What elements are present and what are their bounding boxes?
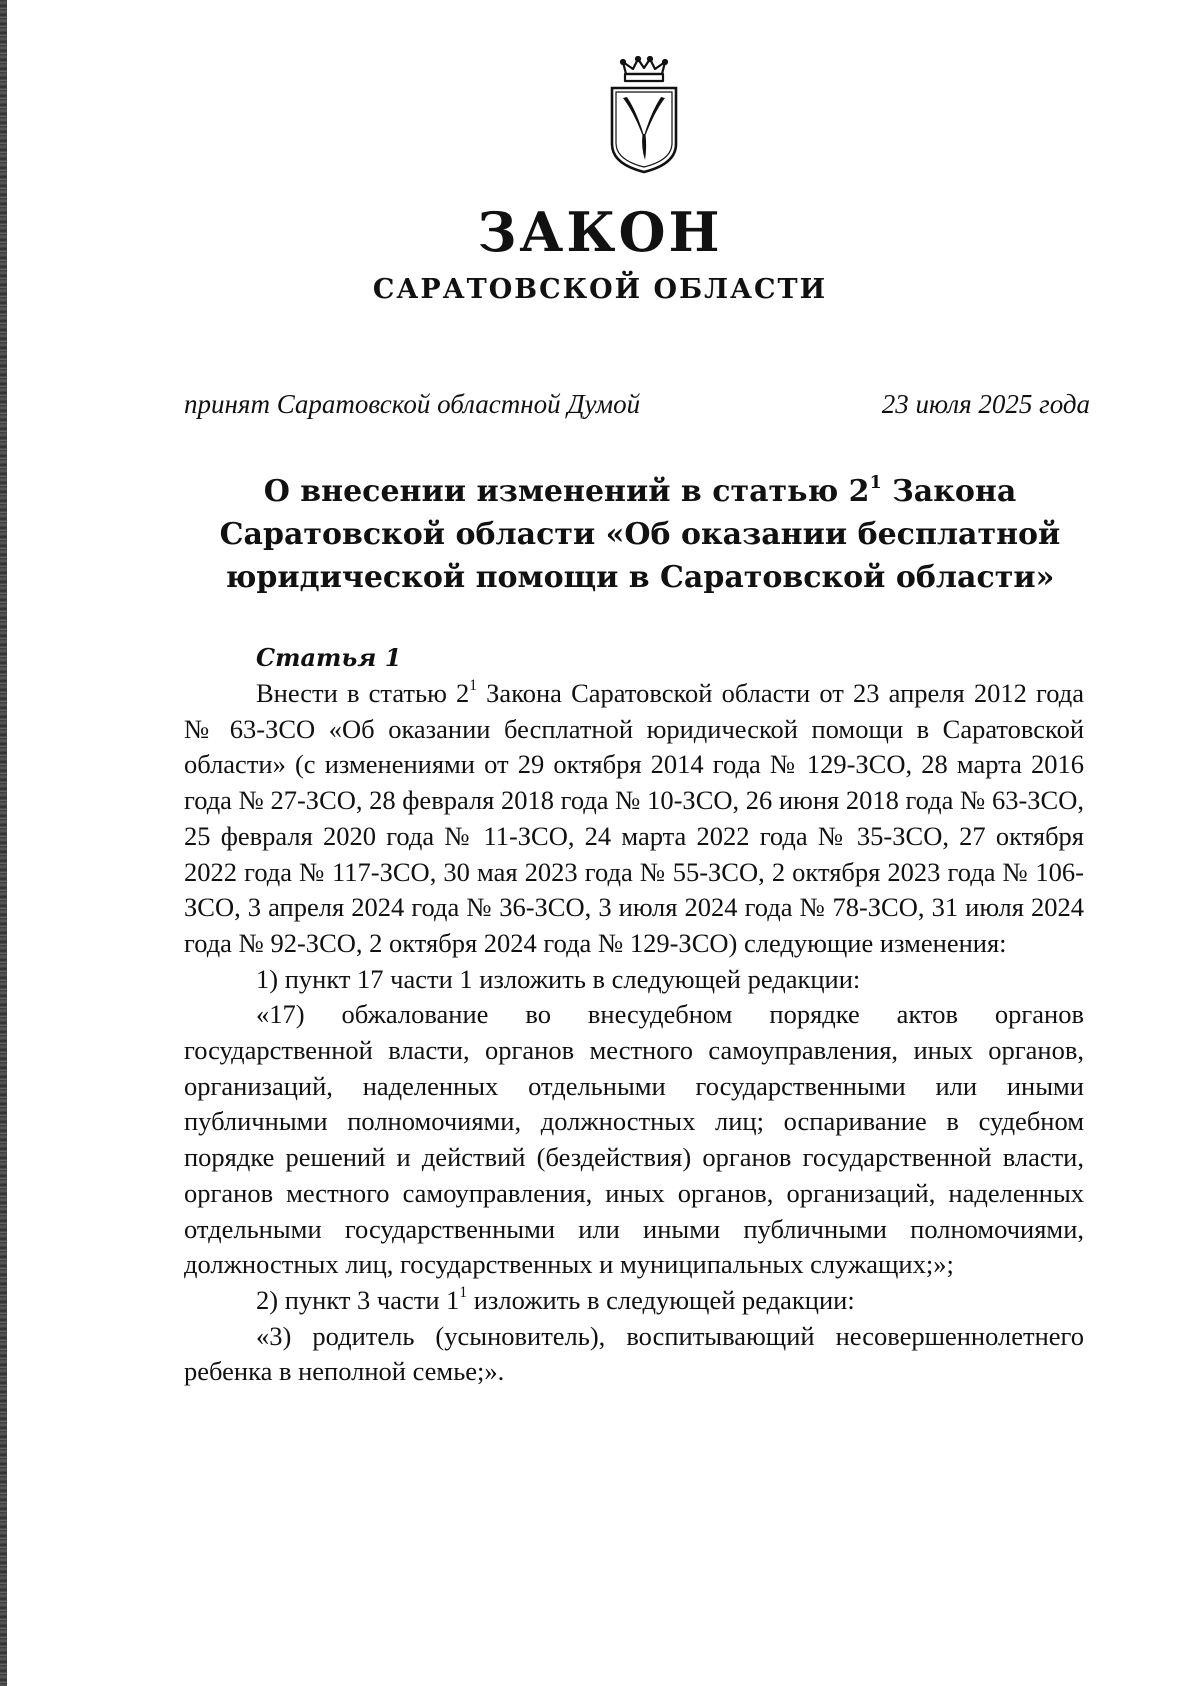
article-label: Статья 1 bbox=[256, 643, 402, 672]
paragraph bbox=[184, 1283, 1084, 1319]
adopted-by: принят Саратовской областной Думой bbox=[184, 389, 641, 419]
paragraph-text: Внести в статью 2 bbox=[256, 678, 470, 708]
adopted-date: 23 июля 2025 года bbox=[881, 389, 1090, 419]
paragraph: «3) родитель (усыновитель), воспитывающий несовершеннолетнего ребенка в неполной семье;». bbox=[184, 1320, 1084, 1387]
law-title: ЗАКОН bbox=[477, 200, 723, 264]
article-body bbox=[184, 676, 1084, 1390]
heading-superscript: 1 bbox=[869, 472, 882, 493]
paragraph-text: Закона Саратовской области от 23 апреля 2012 года № 63-ЗСО «Об оказании бесплатной юридической помощи в Саратовской области» (с изменениями от 29 октября 2014 года № 129-ЗСО, 28 марта 2016 года № 27-ЗСО, 28 февраля 2018 года № 10-ЗСО, 26 июня 2018 года № 63-ЗСО, 25 февраля 2020 года № 11-ЗСО, 24 марта 2022 года № 35-ЗСО, 27 октября 2022 года № 117-ЗСО, 30 мая 2023 года № 55-ЗСО, 2 октября 2023 года № 106-ЗСО, 3 апреля 2024 года № 36-ЗСО, 3 июля 2024 года № 78-ЗСО, 31 июля 2024 года № 92-ЗСО, 2 октября 2024 года № 129-ЗСО) следующие изменения: bbox=[184, 678, 1084, 958]
adoption-line bbox=[184, 386, 1090, 422]
coat-of-arms-icon bbox=[606, 56, 682, 176]
heading-part1: О внесении изменений в статью 2 bbox=[263, 474, 870, 509]
paragraph bbox=[184, 676, 1084, 962]
paragraph: «17) обжалование во внесудебном порядке актов органов государственной власти, органов местного самоуправления, иных органов, организаций, наделенных отдельными государственными или иными публичными полномочиями, должностных лиц; оспаривание в судебном порядке решений и действий (бездействия) органов государственной власти, органов местного самоуправления, иных органов, организаций, наделенных отдельными государственными или иными публичными полномочиями, должностных лиц, государственных и муниципальных служащих;»; bbox=[184, 999, 1084, 1280]
law-heading bbox=[150, 470, 1130, 599]
paragraph-superscript: 1 bbox=[469, 677, 477, 695]
law-subtitle: САРАТОВСКОЙ ОБЛАСТИ bbox=[372, 274, 828, 305]
heading-part2: Закона Саратовской области «Об оказании бесплатной юридической помощи в Саратовской области» bbox=[219, 474, 1061, 595]
paragraph: 1) пункт 17 части 1 изложить в следующей редакции: bbox=[256, 963, 861, 994]
paragraph-superscript: 1 bbox=[459, 1284, 468, 1302]
paragraph-text: 2) пункт 3 части 1 bbox=[256, 1284, 460, 1315]
paragraph-text: изложить в следующей редакции: bbox=[467, 1284, 855, 1315]
